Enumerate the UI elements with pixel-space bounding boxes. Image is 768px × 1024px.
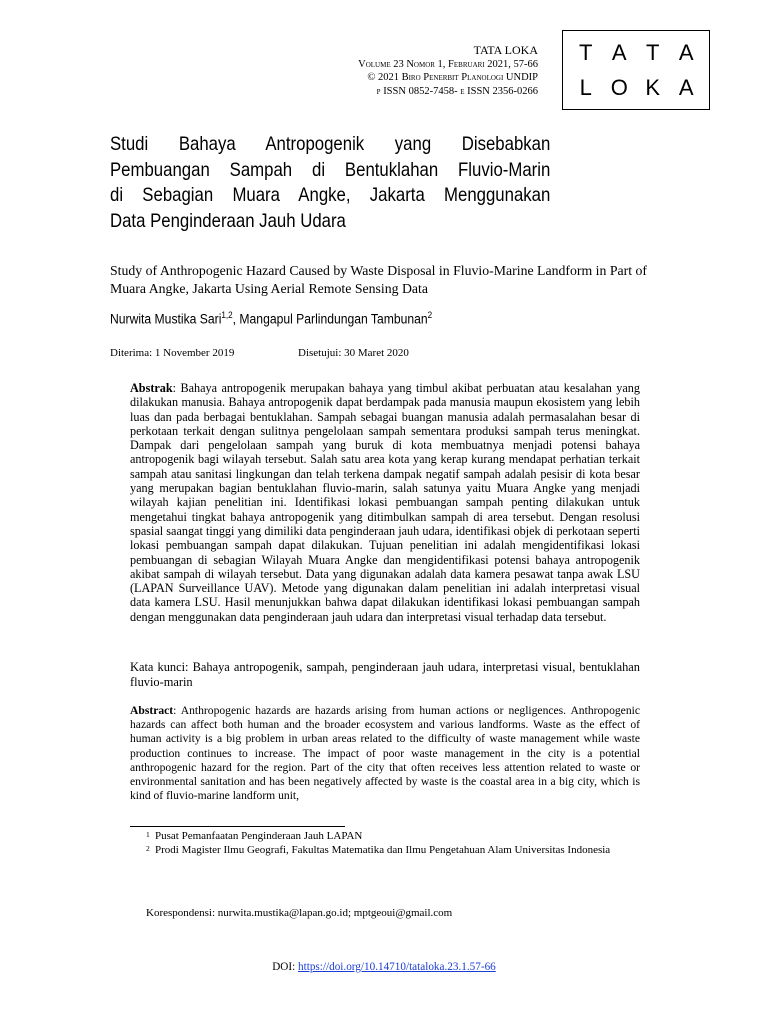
issn-online: ISSN 2356-0266 <box>467 85 538 97</box>
footnote <box>146 830 626 844</box>
journal-info <box>358 44 538 98</box>
issn-print: ISSN 0852-7458- <box>383 85 458 97</box>
received-date: Diterima: 1 November 2019 <box>110 347 235 359</box>
authors <box>110 310 432 327</box>
author-separator: , <box>232 311 240 327</box>
abstract-label: Abstract <box>130 704 174 717</box>
author-name: Nurwita Mustika Sari <box>110 311 222 327</box>
doi-link[interactable]: https://doi.org/10.14710/tataloka.23.1.57-66 <box>298 961 496 973</box>
issn-online-prefix: e <box>460 85 465 97</box>
title-line: di Sebagian Muara Angke, Jakarta Menggunakan <box>110 184 551 206</box>
copyright-line: © 2021 Biro Penerbit Planologi UNDIP <box>367 72 538 83</box>
footnote <box>146 844 626 858</box>
title-line: Studi Bahaya Antropogenik yang Disebabkan <box>110 133 551 155</box>
footnotes <box>146 830 626 858</box>
paper-title <box>110 132 550 234</box>
abstract-text: : Bahaya antropogenik merupakan bahaya yang timbul akibat perbuatan atau kesalahan yang dilakukan manusia. Bahaya antropogenik dapat berdampak pada manusia maupun ekosistem yang lebih luas dan pada berbagai bentuklahan. Sampah sebagai buangan manusia adalah permasalahan besar di perkotaan terkait dengan sulitnya pengelolaan sampah sementara produksi sampah terus meningkat. Dampak dari pengelolaan sampah yang buruk di kota membuatnya menjadi potensi bahaya antropogenik bagi wilayah tersebut. Salah satu area kota yang kerap kurang mendapat perhatian terkait sampah atau sanitasi lingkungan dan telah terkena dampak negatif sampah adalah pesisir di kota besar yang merupakan bagian bentuklahan fluvio-marin, salah satunya yaitu Muara Angke yang menjadi wilayah kajian penelitian ini. Identifikasi lokasi pembuangan sampah penting dilakukan untuk mengetahui tingkat bahaya antropogenik yang ditimbulkan sampah di area tersebut. Dengan resolusi spasial saangat tinggi yang dimiliki data penginderaan jauh udara, identifikasi objek di perkotaan seperti lokasi pembuangan sampah dapat dilakukan. Tujuan penelitian ini adalah mengidentifikasi lokasi pembuangan di sebagian Wilayah Muara Angke dan mengidentifikasi potensi bahaya antropogenik akibat sampah di wilayah tersebut. Data yang digunakan adalah data kamera pesawat tanpa awak LSU (LAPAN Surveillance UAV). Metode yang digunakan dalam penelitian ini adalah interpretasi visual data kamera LSU. Hasil menunjukkan bahwa dapat dilakukan identifikasi lokasi pembuangan sampah dengan menggunakan data penginderaan jauh udara dan interpretasi visual terhadap data tersebut. <box>130 381 640 624</box>
doi-label: DOI: <box>272 961 299 973</box>
doi-line <box>0 961 768 973</box>
logo-letter: O <box>610 74 628 100</box>
abstract-text: : Anthropogenic hazards are hazards arising from human actions or negligences. Anthropogenic hazards can affect both human and the broader ecosystem and various landforms. Waste as the effect of human activity is a big problem in urban areas related to the difficulty of waste management while waste production continues to increase. The impact of poor waste management in the city is a potential anthropogenic hazard for the region. Part of the city that often receives less attention related to waste or environmental sanitation and has been negatively affected by waste is the coastal area in a big city, which is kind of fluvio-marine landform unit, <box>130 704 640 803</box>
logo-letter: L <box>579 74 592 100</box>
logo-letter: T <box>646 39 660 65</box>
abstract-label: Abstrak <box>130 381 173 395</box>
footnote-number: 1 <box>146 830 150 839</box>
logo-letter: A <box>611 39 627 65</box>
logo-letter: K <box>645 74 661 100</box>
keywords: Kata kunci: Bahaya antropogenik, sampah, penginderaan jauh udara, interpretasi visual, bentuklahan fluvio-marin <box>130 660 640 689</box>
footnote-number: 2 <box>146 843 150 853</box>
logo-letter: T <box>579 39 593 65</box>
footnote-divider <box>130 826 345 827</box>
correspondence: Korespondensi: nurwita.mustika@lapan.go.id; mptgeoui@gmail.com <box>146 907 453 919</box>
footnote-text: Pusat Pemanfaatan Penginderaan Jauh LAPAN <box>155 830 363 842</box>
journal-name: TATA LOKA <box>473 43 538 57</box>
author-affiliation: 1,2 <box>221 310 233 320</box>
author-name: Mangapul Parlindungan Tambunan <box>239 311 428 327</box>
journal-logo <box>562 30 710 110</box>
english-title: Study of Anthropogenic Hazard Caused by Waste Disposal in Fluvio-Marine Landform in Part of Muara Angke, Jakarta Using Aerial Remote Sensing Data <box>110 263 648 296</box>
logo-letter: A <box>678 39 694 65</box>
abstract-english <box>130 704 640 803</box>
footnote-text: Prodi Magister Ilmu Geografi, Fakultas Matematika dan Ilmu Pengetahuan Alam Universitas Indonesia <box>155 843 611 856</box>
title-line: Data Penginderaan Jauh Udara <box>110 209 346 232</box>
title-line: Pembuangan Sampah di Bentuklahan Fluvio-Marin <box>110 158 551 181</box>
issn-print-prefix: p <box>376 85 381 97</box>
abstract-indonesian <box>130 381 640 624</box>
volume-line: Volume 23 Nomor 1, Februari 2021, 57-66 <box>358 58 538 70</box>
author-affiliation: 2 <box>427 310 433 320</box>
accepted-date: Disetujui: 30 Maret 2020 <box>298 347 409 359</box>
issn-line <box>358 85 538 99</box>
logo-letter: A <box>678 74 694 100</box>
